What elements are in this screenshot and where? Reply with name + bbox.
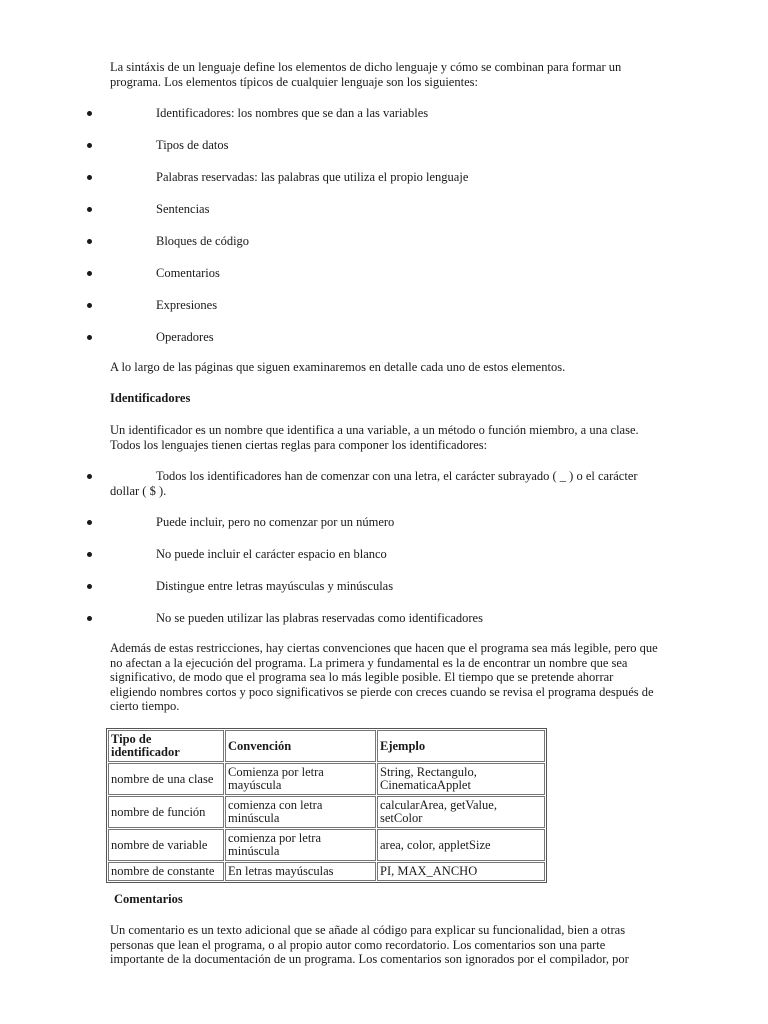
bullet-icon bbox=[87, 552, 92, 557]
bullet-icon bbox=[87, 335, 92, 340]
section-heading-identificadores: Identificadores bbox=[110, 391, 191, 405]
table-header-cell: Tipo de identificador bbox=[108, 730, 224, 762]
conventions-table bbox=[106, 728, 547, 883]
after-list-paragraph: A lo largo de las páginas que siguen examinaremos en detalle cada uno de estos elementos. bbox=[110, 360, 566, 374]
table-cell: En letras mayúsculas bbox=[225, 862, 376, 881]
bullet-icon bbox=[87, 474, 92, 479]
table-cell: Comienza por letra mayúscula bbox=[225, 763, 376, 795]
table-cell: comienza con letra minúscula bbox=[225, 796, 376, 828]
bullet-icon bbox=[87, 616, 92, 621]
table-header-cell: Convención bbox=[225, 730, 376, 762]
identificadores-intro: Un identificador es un nombre que identifica a una variable, a un método o función miembro, a una clase. Todos los lenguajes tienen ciertas reglas para componer los identificadores: bbox=[110, 423, 639, 452]
bullet-icon bbox=[87, 520, 92, 525]
table-cell: nombre de constante bbox=[108, 862, 224, 881]
table-cell: comienza por letra minúscula bbox=[225, 829, 376, 861]
table-cell: String, Rectangulo, CinematicaApplet bbox=[377, 763, 545, 795]
table-cell: nombre de función bbox=[108, 796, 224, 828]
table-cell: nombre de variable bbox=[108, 829, 224, 861]
table-cell: PI, MAX_ANCHO bbox=[377, 862, 545, 881]
conventions-paragraph: Además de estas restricciones, hay ciertas convenciones que hacen que el programa sea más legible, pero que no afectan a la ejecución del programa. La primera y fundamental es la de encontrar un nombre que sea significativo, de modo que el programa sea lo más legible posible. El tiempo que se pretende ahorrar eligiendo nombres cortos y poco significativos se pierde con creces cuando se revisa el programa después de cierto tiempo. bbox=[110, 641, 658, 713]
comentarios-paragraph: Un comentario es un texto adicional que se añade al código para explicar su funcionalidad, bien a otras personas que lean el programa, o al propio autor como recordatorio. Los comentarios son una parte importante de la documentación de un programa. Los comentarios son ignorados por el compilador, por bbox=[110, 923, 629, 966]
table-row bbox=[108, 763, 545, 795]
table-row bbox=[108, 829, 545, 861]
table-cell: calcularArea, getValue, setColor bbox=[377, 796, 545, 828]
bullet-icon bbox=[87, 207, 92, 212]
table-header-cell: Ejemplo bbox=[377, 730, 545, 762]
bullet-icon bbox=[87, 271, 92, 276]
bullet-icon bbox=[87, 303, 92, 308]
table-row bbox=[108, 862, 545, 881]
intro-paragraph: La sintáxis de un lenguaje define los elementos de dicho lenguaje y cómo se combinan para formar un programa. Los elementos típicos de cualquier lenguaje son los siguientes: bbox=[110, 60, 622, 89]
bullet-icon bbox=[87, 143, 92, 148]
table-cell: area, color, appletSize bbox=[377, 829, 545, 861]
bullet-icon bbox=[87, 111, 92, 116]
bullet-icon bbox=[87, 239, 92, 244]
table-row bbox=[108, 796, 545, 828]
table-header-row bbox=[108, 730, 545, 762]
bullet-icon bbox=[87, 175, 92, 180]
section-heading-comentarios: Comentarios bbox=[114, 892, 183, 906]
table-cell: nombre de una clase bbox=[108, 763, 224, 795]
bullet-icon bbox=[87, 584, 92, 589]
document-page: La sintáxis de un lenguaje define los elementos de dicho lenguaje y cómo se combinan para formar un programa. Los elementos típicos de cualquier lenguaje son los siguientes: Identificadores: los nombres que se dan a las variables Tipos de datos Palabras reservadas: las palabras que utiliza el propio lenguaje Sentencias Bloques de código Comentarios Expresiones Operadores A lo largo de las páginas que siguen examinaremos en detalle cada uno de estos elementos. Identificadores Un identificador es un nombre que identifica a una variable, a un método o función miembro, a una clase. Todos los lenguajes tienen ciertas reglas para componer los identificadores: Todos los identificadores han de comenzar con una letra, el carácter subrayado ( _ ) o el carácter dollar ( $ ). Puede incluir, pero no comenzar por un número No puede incluir el carácter espacio en blanco Distingue entre letras mayúsculas y minúsculas No se pueden utilizar las plabras reservadas como identificadores Además de estas restricciones, hay ciertas convenciones que hacen que el programa sea más legible, pero que no afectan a la ejecución del programa. La primera y fundamental es la de encontrar un nombre que sea significativo, de modo que el programa sea lo más legible posible. El tiempo que se pretende ahorrar eligiendo nombres cortos y poco significativos se pierde con creces cuando se revisa el programa después de cierto tiempo. Tipo de identificador Convención Ejemplo nombre de una clase Comienza por letra mayúscula String, Rectangulo, CinematicaApplet nombre de función comienza con letra minúscula calcularArea, getValue, setColor nombre de variable comienza por letra minúscula area, color, appletSize nombre de constante En letras mayúsculas PI, MAX_ANCHO Comentarios Un comentario es un texto adicional que se añade al código para explicar su funcionalidad, bien a otras personas que lean el programa, o al propio autor como recordatorio. Los comentarios son una parte importante de la documentación de un programa. Los comentarios son ignorados por el compilador, por bbox=[0, 0, 768, 1024]
